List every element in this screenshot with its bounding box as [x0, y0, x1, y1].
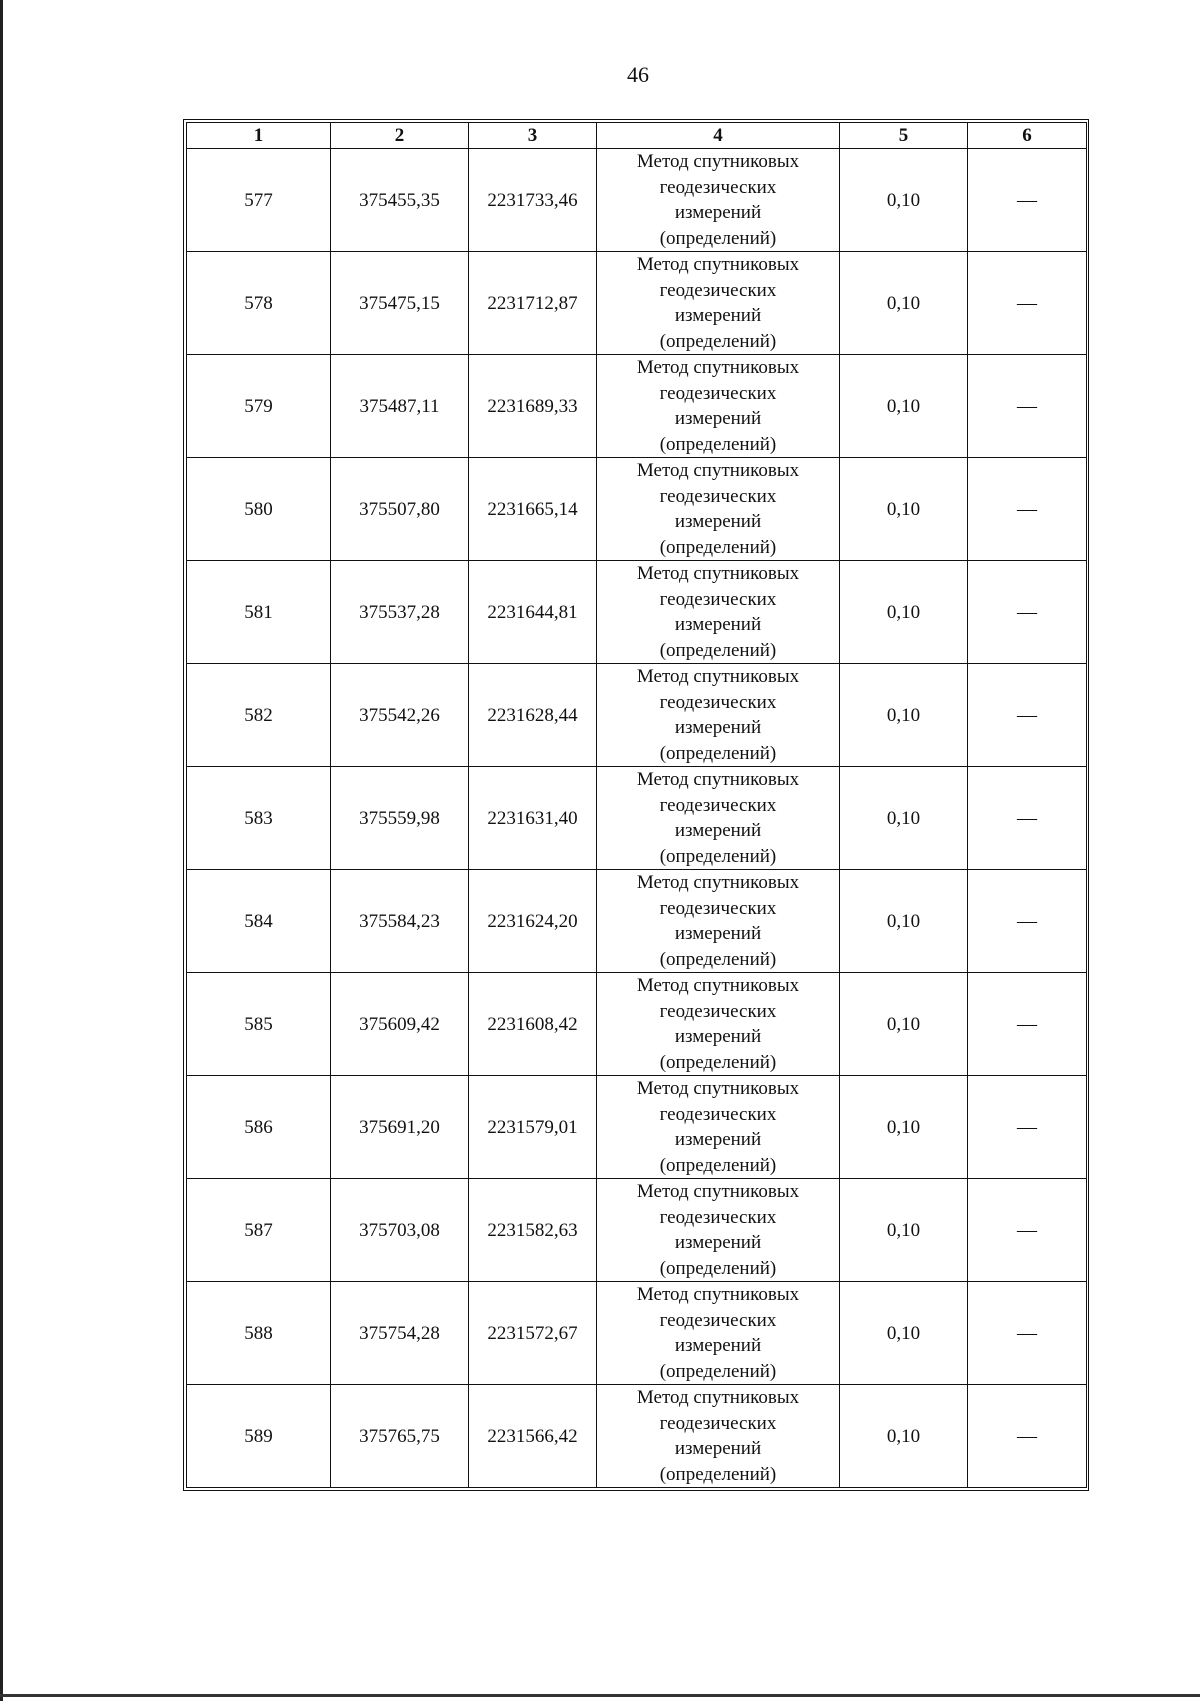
method-cell [597, 1179, 840, 1282]
point-number-cell: 581 [187, 561, 331, 664]
method-line: геодезических [659, 279, 777, 301]
note-cell: — [968, 1385, 1087, 1488]
note-cell: — [968, 458, 1087, 561]
accuracy-cell: 0,10 [840, 1385, 968, 1488]
method-line: (определений) [659, 948, 777, 970]
method-cell [597, 870, 840, 973]
y-coordinate-cell: 2231624,20 [469, 870, 597, 973]
column-header-5: 5 [840, 123, 968, 149]
y-coordinate-cell: 2231712,87 [469, 252, 597, 355]
method-line: Метод спутниковых [636, 1078, 800, 1099]
method-line: измерений [674, 1129, 762, 1150]
y-coordinate-cell: 2231572,67 [469, 1282, 597, 1385]
point-number-cell: 579 [187, 355, 331, 458]
accuracy-cell: 0,10 [840, 870, 968, 973]
method-cell [597, 973, 840, 1076]
point-number-cell: 584 [187, 870, 331, 973]
method-cell [597, 664, 840, 767]
point-number-cell: 588 [187, 1282, 331, 1385]
y-coordinate-cell: 2231579,01 [469, 1076, 597, 1179]
note-cell: — [968, 1076, 1087, 1179]
method-line: (определений) [659, 742, 777, 764]
coordinates-table-frame [183, 119, 1089, 1491]
method-cell [597, 1282, 840, 1385]
scan-edge-left [0, 0, 3, 1701]
y-coordinate-cell: 2231608,42 [469, 973, 597, 1076]
table-row [187, 870, 1087, 973]
note-cell: — [968, 664, 1087, 767]
point-number-cell: 585 [187, 973, 331, 1076]
y-coordinate-cell: 2231631,40 [469, 767, 597, 870]
method-cell [597, 1385, 840, 1488]
point-number-cell: 577 [187, 149, 331, 252]
accuracy-cell: 0,10 [840, 561, 968, 664]
y-coordinate-cell: 2231628,44 [469, 664, 597, 767]
note-cell: — [968, 149, 1087, 252]
method-line: Метод спутниковых [636, 357, 800, 378]
method-line: измерений [674, 820, 762, 841]
accuracy-cell: 0,10 [840, 973, 968, 1076]
note-cell: — [968, 1179, 1087, 1282]
method-line: геодезических [659, 794, 777, 816]
method-line: геодезических [659, 691, 777, 713]
table-row [187, 458, 1087, 561]
method-cell [597, 252, 840, 355]
column-header-3: 3 [469, 123, 597, 149]
table-row [187, 1179, 1087, 1282]
method-line: Метод спутниковых [636, 1181, 800, 1202]
y-coordinate-cell: 2231644,81 [469, 561, 597, 664]
accuracy-cell: 0,10 [840, 767, 968, 870]
x-coordinate-cell: 375487,11 [331, 355, 469, 458]
method-line: Метод спутниковых [636, 975, 800, 996]
note-cell: — [968, 973, 1087, 1076]
method-cell [597, 458, 840, 561]
accuracy-cell: 0,10 [840, 1282, 968, 1385]
table-row [187, 355, 1087, 458]
note-cell: — [968, 870, 1087, 973]
point-number-cell: 587 [187, 1179, 331, 1282]
method-line: Метод спутниковых [636, 1284, 800, 1305]
method-line: (определений) [659, 330, 777, 352]
point-number-cell: 580 [187, 458, 331, 561]
method-line: (определений) [659, 1051, 777, 1073]
method-cell [597, 767, 840, 870]
method-line: измерений [674, 1232, 762, 1253]
note-cell: — [968, 355, 1087, 458]
x-coordinate-cell: 375584,23 [331, 870, 469, 973]
method-line: измерений [674, 408, 762, 429]
method-line: геодезических [659, 382, 777, 404]
method-line: (определений) [659, 1257, 777, 1279]
x-coordinate-cell: 375691,20 [331, 1076, 469, 1179]
method-line: геодезических [659, 1103, 777, 1125]
y-coordinate-cell: 2231582,63 [469, 1179, 597, 1282]
method-line: измерений [674, 511, 762, 532]
method-line: измерений [674, 1438, 762, 1459]
y-coordinate-cell: 2231733,46 [469, 149, 597, 252]
method-line: Метод спутниковых [636, 1387, 800, 1408]
method-line: (определений) [659, 1463, 777, 1485]
method-line: Метод спутниковых [636, 563, 800, 584]
x-coordinate-cell: 375537,28 [331, 561, 469, 664]
y-coordinate-cell: 2231665,14 [469, 458, 597, 561]
note-cell: — [968, 767, 1087, 870]
x-coordinate-cell: 375507,80 [331, 458, 469, 561]
x-coordinate-cell: 375559,98 [331, 767, 469, 870]
note-cell: — [968, 561, 1087, 664]
method-line: Метод спутниковых [636, 666, 800, 687]
accuracy-cell: 0,10 [840, 252, 968, 355]
point-number-cell: 589 [187, 1385, 331, 1488]
table-row [187, 1282, 1087, 1385]
note-cell: — [968, 252, 1087, 355]
table-row [187, 1076, 1087, 1179]
column-header-2: 2 [331, 123, 469, 149]
accuracy-cell: 0,10 [840, 458, 968, 561]
table-row [187, 767, 1087, 870]
method-line: (определений) [659, 227, 777, 249]
y-coordinate-cell: 2231566,42 [469, 1385, 597, 1488]
point-number-cell: 578 [187, 252, 331, 355]
method-cell [597, 1076, 840, 1179]
accuracy-cell: 0,10 [840, 664, 968, 767]
method-line: (определений) [659, 536, 777, 558]
method-line: геодезических [659, 485, 777, 507]
method-line: (определений) [659, 1154, 777, 1176]
x-coordinate-cell: 375754,28 [331, 1282, 469, 1385]
accuracy-cell: 0,10 [840, 149, 968, 252]
method-cell [597, 149, 840, 252]
table-row [187, 252, 1087, 355]
method-line: (определений) [659, 433, 777, 455]
table-header-row [187, 123, 1087, 149]
column-header-4: 4 [597, 123, 840, 149]
accuracy-cell: 0,10 [840, 1076, 968, 1179]
note-cell: — [968, 1282, 1087, 1385]
column-header-1: 1 [187, 123, 331, 149]
method-line: геодезических [659, 1000, 777, 1022]
point-number-cell: 583 [187, 767, 331, 870]
method-line: Метод спутниковых [636, 254, 800, 275]
method-cell [597, 355, 840, 458]
method-line: геодезических [659, 588, 777, 610]
point-number-cell: 586 [187, 1076, 331, 1179]
method-line: измерений [674, 614, 762, 635]
table-row [187, 1385, 1087, 1488]
x-coordinate-cell: 375765,75 [331, 1385, 469, 1488]
method-line: (определений) [659, 1360, 777, 1382]
accuracy-cell: 0,10 [840, 355, 968, 458]
method-line: (определений) [659, 639, 777, 661]
table-row [187, 561, 1087, 664]
scan-edge-bottom [0, 1694, 1200, 1697]
method-line: геодезических [659, 1412, 777, 1434]
method-line: измерений [674, 1026, 762, 1047]
method-line: геодезических [659, 1309, 777, 1331]
table-row [187, 149, 1087, 252]
x-coordinate-cell: 375703,08 [331, 1179, 469, 1282]
x-coordinate-cell: 375542,26 [331, 664, 469, 767]
x-coordinate-cell: 375455,35 [331, 149, 469, 252]
coordinates-table [186, 122, 1087, 1488]
accuracy-cell: 0,10 [840, 1179, 968, 1282]
table-body [187, 149, 1087, 1488]
method-line: Метод спутниковых [636, 460, 800, 481]
method-line: Метод спутниковых [636, 872, 800, 893]
x-coordinate-cell: 375475,15 [331, 252, 469, 355]
method-line: измерений [674, 717, 762, 738]
x-coordinate-cell: 375609,42 [331, 973, 469, 1076]
method-line: измерений [674, 202, 762, 223]
table-row [187, 973, 1087, 1076]
table-row [187, 664, 1087, 767]
method-line: геодезических [659, 897, 777, 919]
method-cell [597, 561, 840, 664]
method-line: измерений [674, 1335, 762, 1356]
method-line: измерений [674, 923, 762, 944]
page-number: 46 [627, 62, 649, 87]
y-coordinate-cell: 2231689,33 [469, 355, 597, 458]
method-line: Метод спутниковых [636, 769, 800, 790]
method-line: геодезических [659, 1206, 777, 1228]
point-number-cell: 582 [187, 664, 331, 767]
method-line: (определений) [659, 845, 777, 867]
method-line: Метод спутниковых [636, 151, 800, 172]
method-line: измерений [674, 305, 762, 326]
column-header-6: 6 [968, 123, 1087, 149]
method-line: геодезических [659, 176, 777, 198]
